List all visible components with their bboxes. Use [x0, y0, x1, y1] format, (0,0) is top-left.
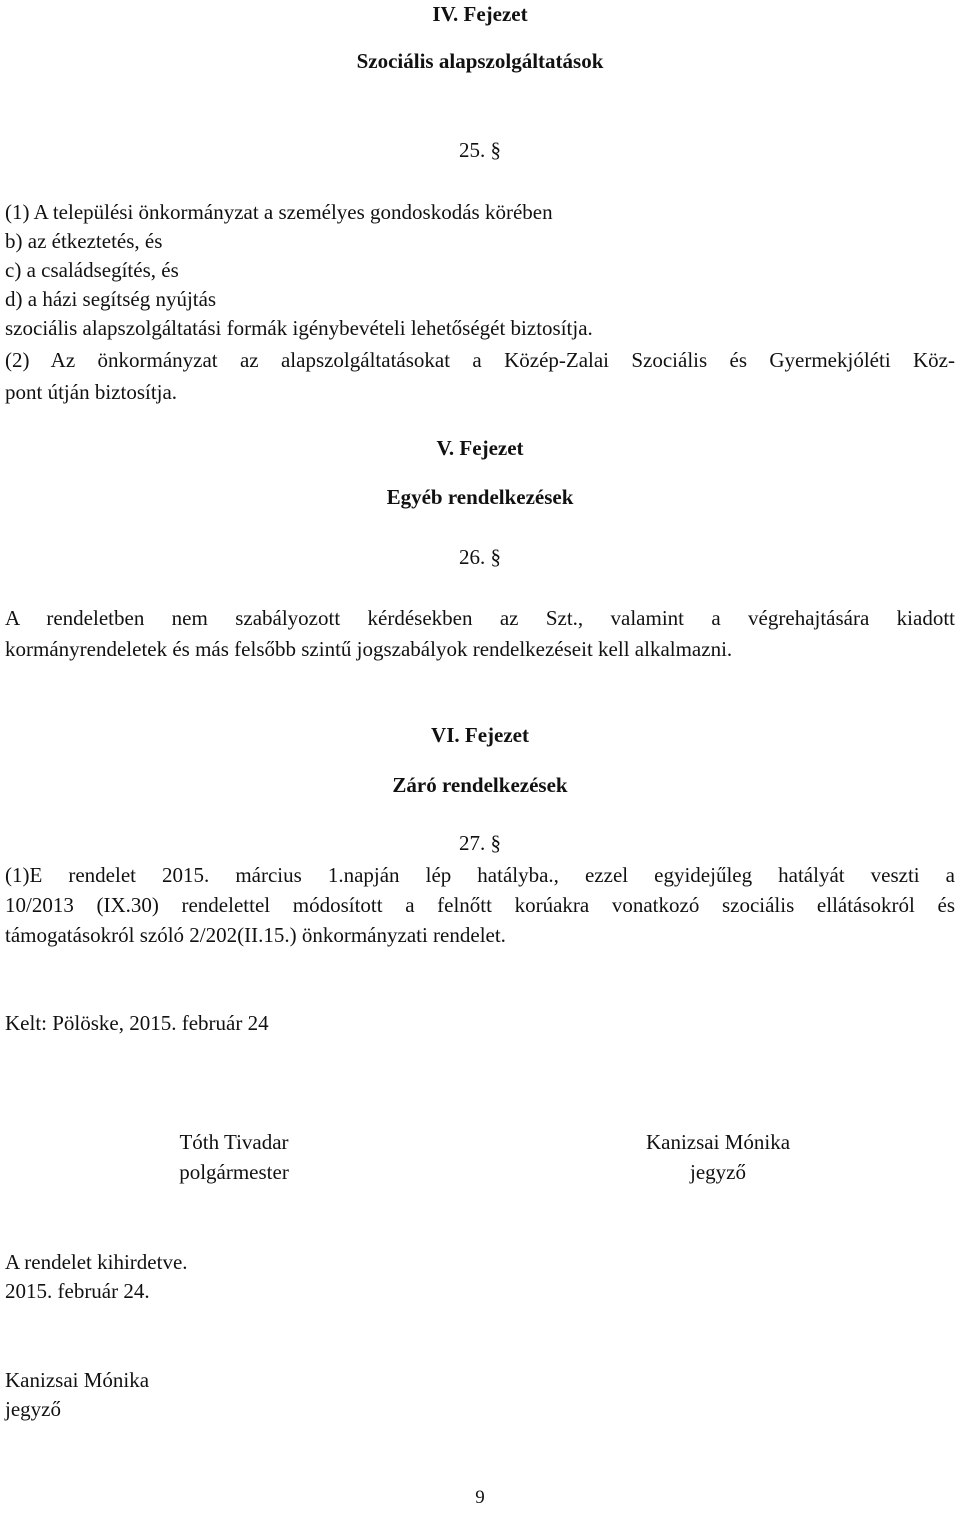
section-27-number: 27. §: [459, 831, 501, 855]
section-25-number: 25. §: [459, 138, 501, 162]
chapter-5-heading: V. Fejezet: [436, 436, 524, 460]
page-number: 9: [475, 1487, 485, 1508]
section-25-paragraph-2-line: (2) Az önkormányzat az alapszolgáltatásokat a Közép-Zalai Szociális és Gyermekjóléti Köz-: [5, 348, 955, 372]
section-26-line: A rendeletben nem szabályozott kérdésekben az Szt., valamint a végrehajtására kiadott: [5, 606, 955, 630]
signature-mayor-role: polgármester: [179, 1160, 289, 1184]
announcement-line: A rendelet kihirdetve.: [5, 1250, 188, 1274]
section-25-line: c) a családsegítés, és: [5, 258, 179, 282]
section-25-paragraph-2-line: pont útján biztosítja.: [5, 380, 178, 404]
chapter-4-title: Szociális alapszolgáltatások: [356, 49, 604, 73]
clerk-name: Kanizsai Mónika: [5, 1368, 150, 1392]
signature-clerk-role: jegyző: [690, 1160, 746, 1184]
section-26-number: 26. §: [459, 545, 501, 569]
announcement-date: 2015. február 24.: [5, 1279, 150, 1303]
dated-line: Kelt: Pölöske, 2015. február 24: [5, 1011, 269, 1035]
signature-mayor-name: Tóth Tivadar: [179, 1130, 289, 1154]
section-25-line: (1) A települési önkormányzat a személyes gondoskodás körében: [5, 200, 553, 224]
section-27-line: (1)E rendelet 2015. március 1.napján lép hatályba., ezzel egyidejűleg hatályát veszti a: [5, 863, 955, 887]
section-27-line: 10/2013 (IX.30) rendelettel módosított a felnőtt korúakra vonatkozó szociális ellátásokról és: [5, 893, 955, 917]
section-27-line: támogatásokról szóló 2/202(II.15.) önkormányzati rendelet.: [5, 923, 506, 947]
section-26-line: kormányrendeletek és más felsőbb szintű jogszabályok rendelkezéseit kell alkalmazni.: [5, 637, 733, 661]
chapter-5-title: Egyéb rendelkezések: [386, 485, 574, 509]
section-25-line: b) az étkeztetés, és: [5, 229, 163, 253]
chapter-6-title: Záró rendelkezések: [392, 773, 568, 797]
chapter-6-heading: VI. Fejezet: [431, 723, 529, 747]
section-25-line: d) a házi segítség nyújtás: [5, 287, 217, 311]
signature-clerk-name: Kanizsai Mónika: [645, 1130, 791, 1154]
clerk-role: jegyző: [5, 1397, 61, 1421]
chapter-4-heading: IV. Fejezet: [432, 2, 528, 26]
section-25-line: szociális alapszolgáltatási formák igénybevételi lehetőségét biztosítja.: [5, 316, 593, 340]
